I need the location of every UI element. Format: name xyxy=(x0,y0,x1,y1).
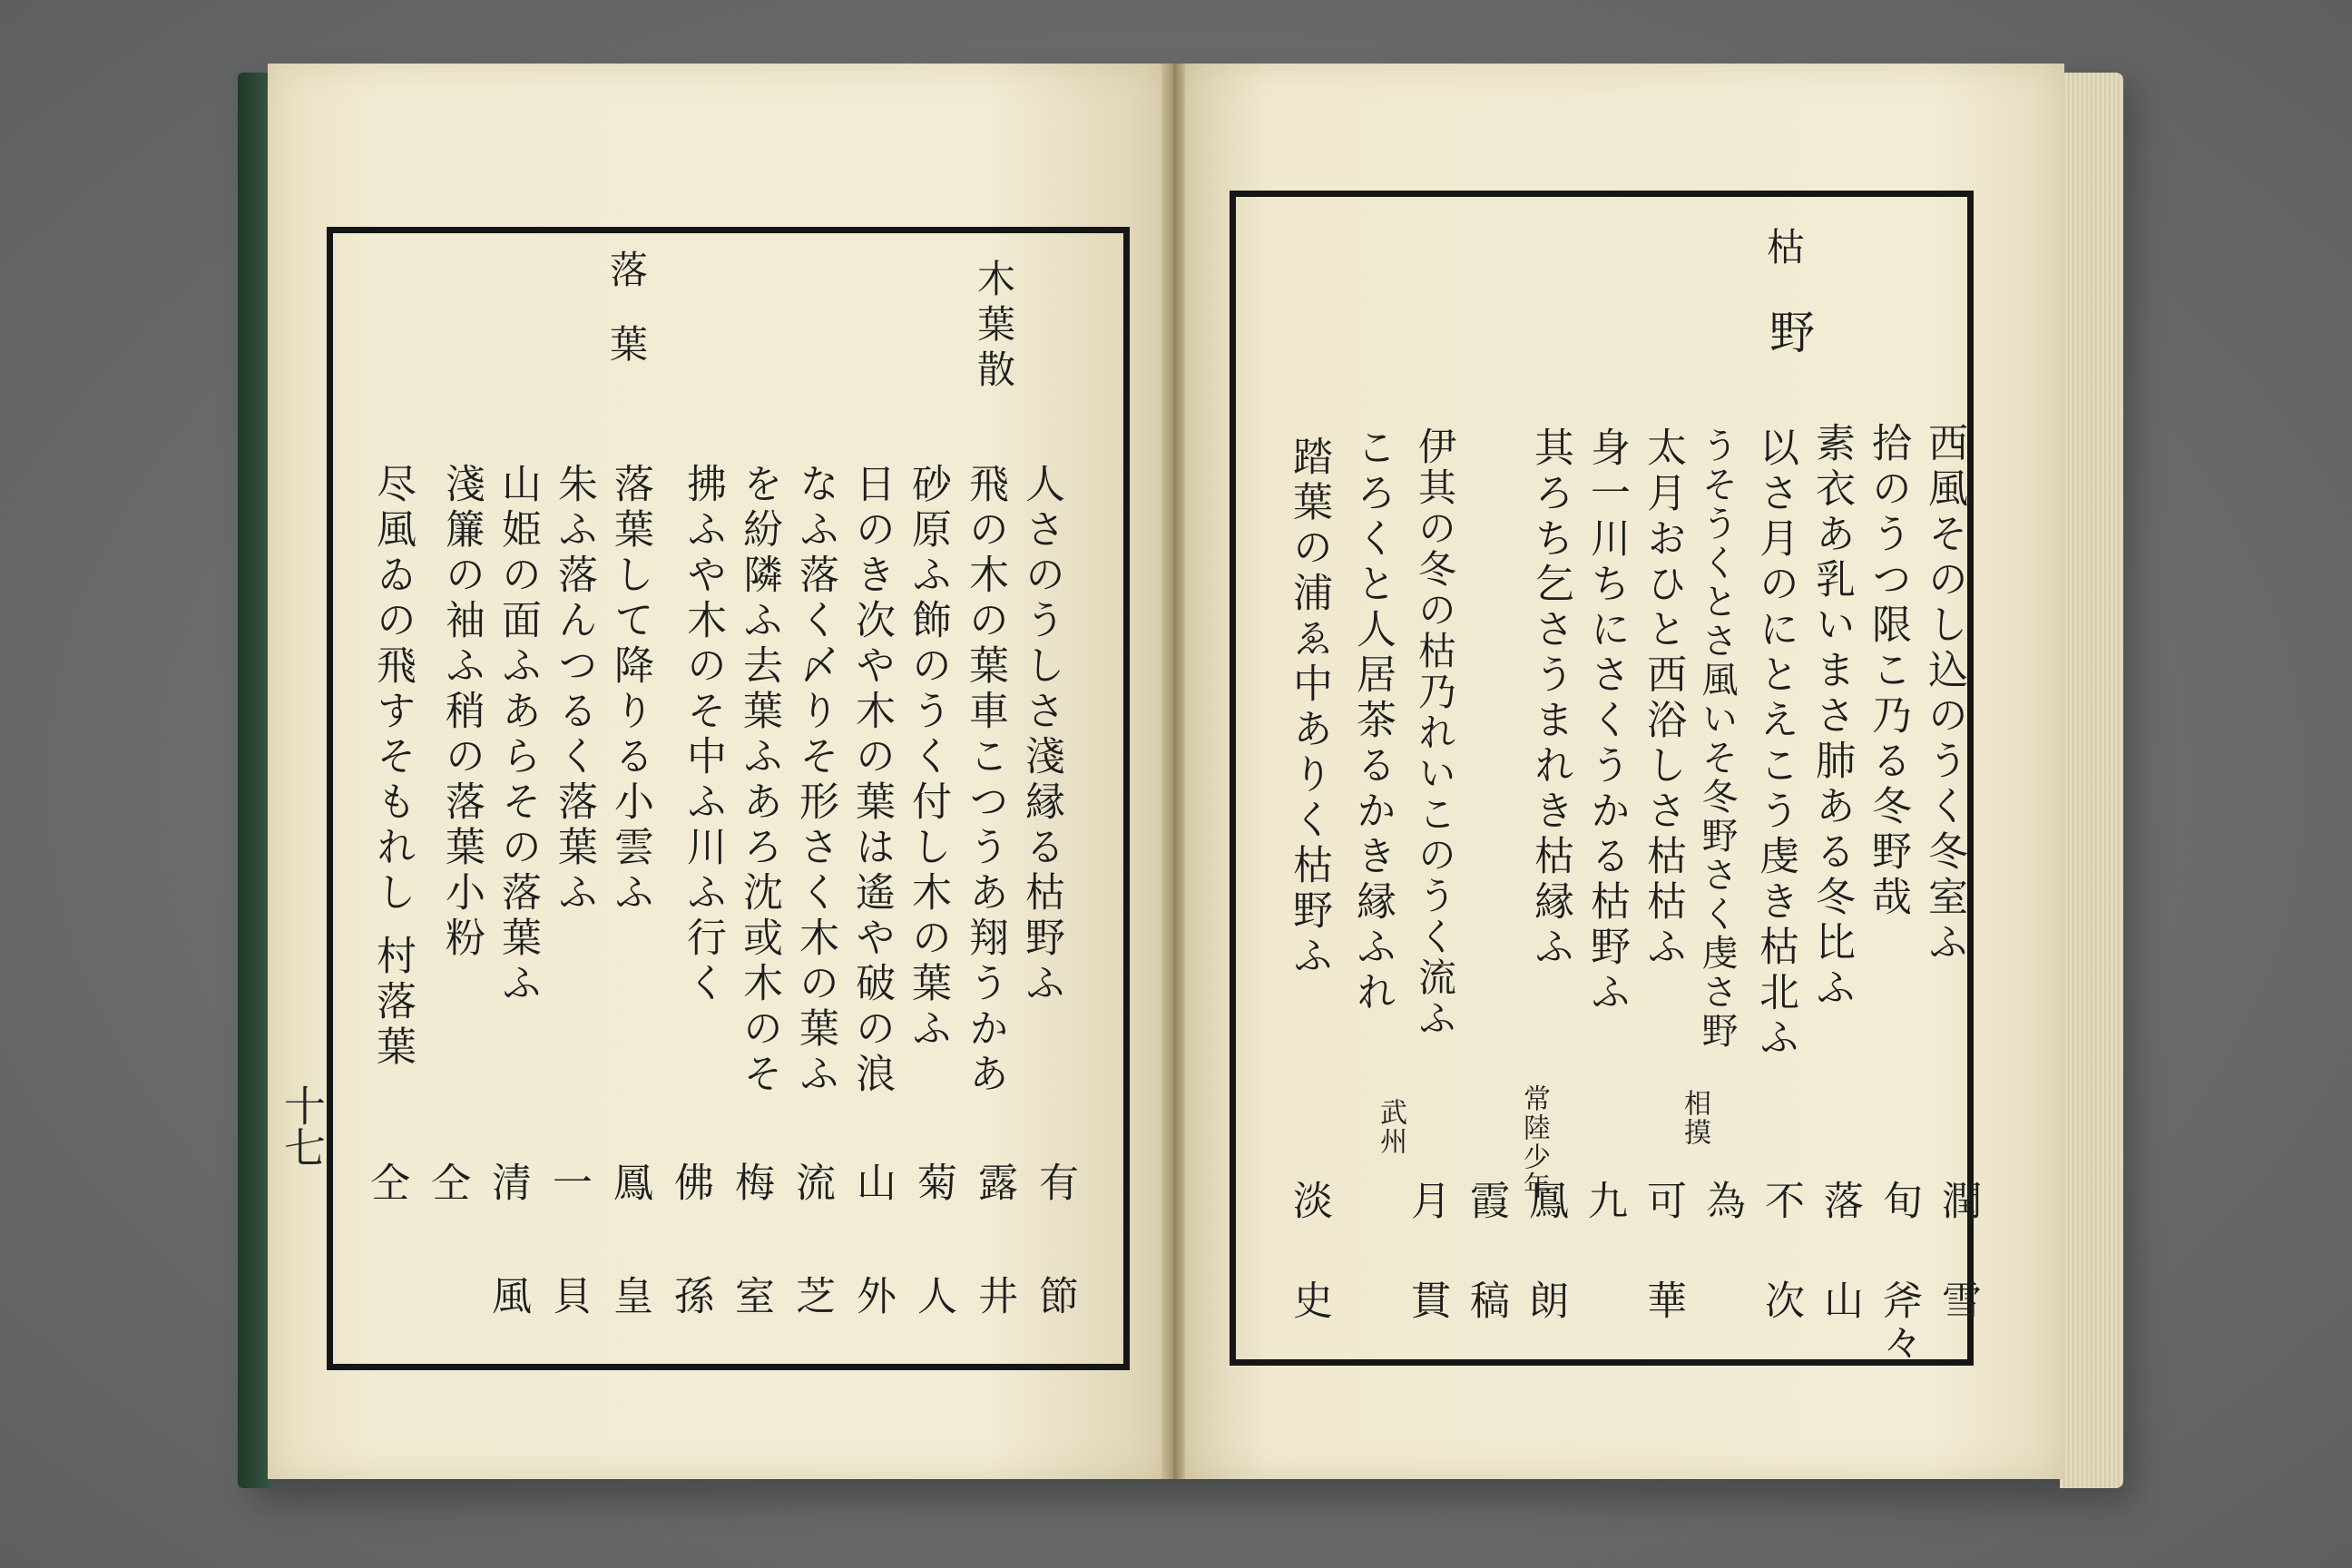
left-column-2: 飛の木の葉車こつうあ翔うかあ xyxy=(962,463,1008,1098)
left-author-bottom-5: 芝 xyxy=(789,1275,835,1351)
right-column-11: 踏葉の浦ゑ中ありく枯野ふ xyxy=(1286,436,1332,980)
right-column-10: ころくと人居茶るかき縁ふれ xyxy=(1349,426,1396,1016)
left-author-top-10: 清 xyxy=(485,1161,531,1238)
right-author-bottom-9: 史 xyxy=(1286,1279,1332,1356)
left-author-top-11: 仝 xyxy=(424,1161,470,1238)
left-author-top-6: 梅 xyxy=(728,1161,774,1238)
left-column-9: 朱ふ落んつるく落葉ふ xyxy=(551,463,597,916)
left-column-12: 尽風ゐの飛すそもれし 村落葉 xyxy=(369,463,416,1071)
left-column-10: 山姫の面ふあらその落葉ふ xyxy=(495,463,541,1007)
right-column-1: 西風そのし込のうく冬室ふ xyxy=(1921,422,1967,966)
right-author-bottom-7: 稿 xyxy=(1463,1279,1509,1356)
left-column-4: 日のき次や木の葉は遙や破の浪 xyxy=(848,463,895,1098)
left-author-bottom-7: 孫 xyxy=(667,1275,713,1351)
right-author-top-7: 九 xyxy=(1581,1180,1627,1256)
right-column-9: 伊其の冬の枯乃れいこのうく流ふ xyxy=(1413,426,1457,1039)
page-stack-edge xyxy=(2060,73,2123,1488)
left-author-top-7: 佛 xyxy=(667,1161,713,1238)
right-author-bottom-2: 斧々 xyxy=(1876,1279,1922,1363)
right-author-bottom-1: 雪 xyxy=(1935,1279,1981,1356)
left-author-top-3: 菊 xyxy=(910,1161,956,1238)
right-author-bottom-4: 次 xyxy=(1758,1279,1804,1356)
right-author-bottom-3: 山 xyxy=(1817,1279,1863,1356)
left-author-top-1: 有 xyxy=(1032,1161,1078,1238)
right-author-top-1: 潤 xyxy=(1935,1180,1981,1256)
right-author-top-3: 落 xyxy=(1817,1180,1863,1256)
left-author-bottom-3: 人 xyxy=(910,1275,956,1351)
right-author-top-2: 旬 xyxy=(1876,1180,1922,1256)
left-column-8: 落葉して降りる小雲ふ xyxy=(607,463,653,916)
left-author-top-4: 山 xyxy=(849,1161,896,1238)
book-gutter xyxy=(1161,64,1185,1479)
right-author-bottom-5: 華 xyxy=(1640,1279,1686,1356)
heading-rakuyou: 落葉 xyxy=(604,250,649,398)
right-column-7: 身一川ちにさくうかる枯野ふ xyxy=(1583,426,1630,1016)
left-author-top-12: 仝 xyxy=(363,1161,409,1238)
annotation-hitachi: 常陸少年 xyxy=(1518,1084,1550,1200)
right-author-top-5: 為 xyxy=(1699,1180,1745,1256)
left-column-1: 人さのうしさ淺縁る枯野ふ xyxy=(1018,463,1064,1007)
left-column-7: 拂ふや木のそ中ふ川ふ行く xyxy=(680,463,726,1007)
heading-kare: 枯 xyxy=(1761,227,1806,272)
left-author-bottom-2: 井 xyxy=(971,1275,1017,1351)
left-author-top-5: 流 xyxy=(789,1161,835,1238)
left-author-bottom-9: 貝 xyxy=(545,1275,592,1351)
heading-no: 野 xyxy=(1762,309,1815,361)
right-author-top-6: 可 xyxy=(1640,1180,1686,1256)
left-column-3: 砂原ふ飾のうく付し木の葉ふ xyxy=(905,463,951,1053)
right-author-bottom-6: 朗 xyxy=(1522,1279,1568,1356)
page-number: 十七 xyxy=(278,1084,327,1168)
right-column-6: 太月おひと西浴しさ枯枯ふ xyxy=(1640,426,1686,971)
left-author-top-9: 一 xyxy=(545,1161,592,1238)
annotation-sagami: 相摸 xyxy=(1679,1089,1710,1147)
right-column-8: 其ろち乞さうまれき枯縁ふ xyxy=(1527,426,1573,971)
left-author-bottom-6: 室 xyxy=(728,1275,774,1351)
heading-konohachiru: 木葉散 xyxy=(972,259,1016,395)
right-column-2: 拾のうつ限こ乃る冬野哉 xyxy=(1865,422,1911,921)
left-author-top-8: 鳳 xyxy=(606,1161,652,1238)
right-author-top-4: 不 xyxy=(1758,1180,1804,1256)
right-column-4: 以さ月のにとえこう虔き枯北ふ xyxy=(1752,426,1798,1062)
right-column-3: 素衣あ乳いまさ肺ある冬比ふ xyxy=(1808,422,1855,1012)
right-column-5: うそうくとさ風いそ冬野さく虔さ野 xyxy=(1696,426,1738,1051)
left-column-5: なふ落く〆りそ形さく木の葉ふ xyxy=(792,463,838,1098)
left-column-11: 淺簾の袖ふ稍の落葉小粉 xyxy=(438,463,485,962)
right-author-top-11: 淡 xyxy=(1286,1180,1332,1256)
left-author-bottom-10: 風 xyxy=(485,1275,531,1351)
left-column-6: を紛隣ふ去葉ふあろ沈或木のそ xyxy=(736,463,782,1098)
left-author-bottom-1: 節 xyxy=(1032,1275,1078,1351)
right-author-bottom-8: 貫 xyxy=(1404,1279,1450,1356)
right-author-top-10: 月 xyxy=(1404,1180,1450,1256)
right-author-top-8: 鳳 xyxy=(1522,1180,1568,1256)
left-author-top-2: 露 xyxy=(971,1161,1017,1238)
annotation-musashi: 武州 xyxy=(1375,1098,1406,1156)
left-author-bottom-4: 外 xyxy=(849,1275,896,1351)
left-author-bottom-8: 皇 xyxy=(606,1275,652,1351)
right-author-top-9: 霞 xyxy=(1463,1180,1509,1256)
